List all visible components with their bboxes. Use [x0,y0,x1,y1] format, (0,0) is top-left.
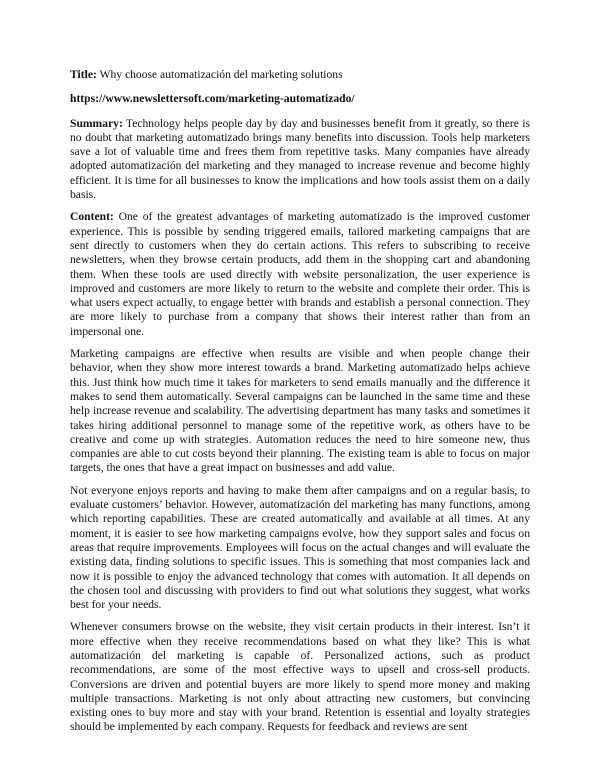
body-paragraph-4: Whenever consumers browse on the website, they visit certain products in their interest. Isn’t it more effective when they receive recommendations based on what they like? This is what automatización del marketing is capable of. Personalized actions, such as product recommendations, are some of the most effective ways to upsell and cross-sell products. Conversions are driven and potential buyers are more likely to spend more money and making multiple transactions. Marketing is not only about attracting new customers, but convincing existing ones to buy more and stay with your brand. Retention is essential and loyalty strategies should be implemented by each company. Requests for feedback and reviews are sent [70,620,530,734]
content-text: One of the greatest advantages of marketing automatizado is the improved customer experience. This is possible by sending triggered emails, tailored marketing campaigns that are sent directly to customers when they do certain actions. This refers to subscribing to receive newsletters, when they browse certain products, add them in the shopping cart and abandoning them. When these tools are used directly with website personalization, the user experience is improved and customers are more likely to return to the website and complete their order. This is what users expect actually, to engage better with brands and establish a personal connection. They are more likely to purchase from a company that shows their interest rather than from an impersonal one. [70,210,530,338]
content-label: Content: [70,210,114,224]
summary-text: Technology helps people day by day and businesses benefit from it greatly, so there is no doubt that marketing automatizado brings many benefits into discussion. Tools help marketers save a lot of valuable time and frees them from repetitive tasks. Many companies have already adopted automatización del marketing and they managed to increase revenue and become highly efficient. It is time for all businesses to know the implications and how tools assist them on a daily basis. [70,116,530,202]
article-url: https://www.newslettersoft.com/marketing-automatizado/ [70,92,355,106]
body-paragraph-3: Not everyone enjoys reports and having to make them after campaigns and on a regular basis, to evaluate customers’ behavior. However, automatización del marketing has many functions, among which reporting capabilities. These are created automatically and available at all times. At any moment, it is easier to see how marketing campaigns evolve, how they support sales and focus on areas that require improvements. Employees will focus on the actual changes and will evaluate the existing data, finding solutions to specific issues. This is something that most companies lack and now it is possible to enjoy the advanced technology that comes with automation. It all depends on the chosen tool and discussing with providers to find out what solutions they suggest, what works best for your needs. [70,483,530,612]
summary-paragraph [70,117,530,203]
article-title [70,68,530,82]
title-label: Title: [70,68,97,81]
content-paragraph [70,210,530,339]
summary-label: Summary: [70,116,123,130]
body-paragraph-2: Marketing campaigns are effective when results are visible and when people change their behavior, when they show more interest towards a brand. Marketing automatizado helps achieve this. Just think how much time it takes for marketers to send emails manually and the difference it makes to send them automatically. Several campaigns can be launched in the same time and these help increase revenue and scalability. The advertising department has many tasks and sometimes it takes hiring additional personnel to manage some of the repetitive work, as others have to be creative and come up with strategies. Automation reduces the need to hire someone new, thus companies are able to cut costs beyond their planning. The existing team is able to focus on major targets, the ones that have a great impact on businesses and add value. [70,347,530,475]
title-text: Why choose automatización del marketing solutions [96,68,343,81]
